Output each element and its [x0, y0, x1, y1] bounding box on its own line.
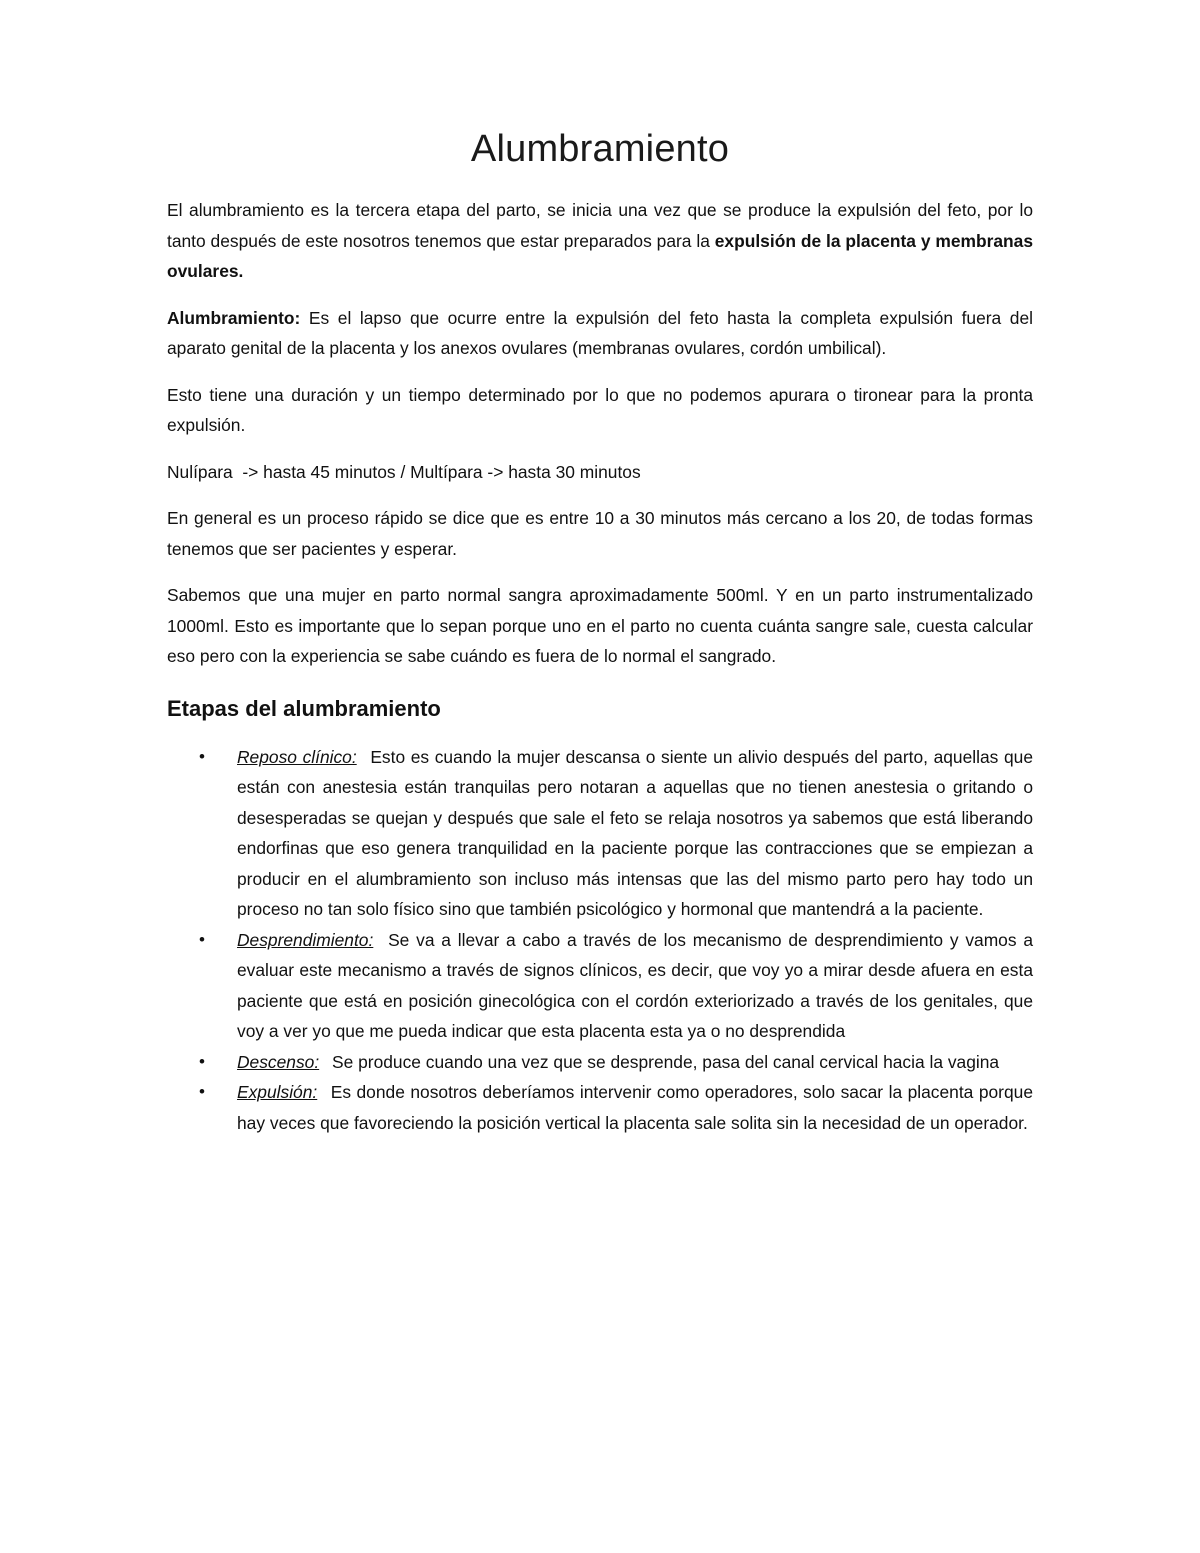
intro-text: El alumbramiento es la tercera etapa del parto, se inicia una vez que se produce la expulsión del feto, por lo tanto después de este nosotros tenemos que estar preparados para la: [167, 200, 1033, 251]
bullet-icon: •: [199, 1051, 205, 1071]
bullet-icon: •: [199, 746, 205, 766]
stage-text: Se va a llevar a cabo a través de los mecanismo de desprendimiento y vamos a evaluar este mecanismo a través de signos clínicos, es decir, que voy yo a mirar desde afuera en esta paciente que está en posición ginecológica con el cordón exteriorizado a través de los genitales, que voy a ver yo que me pueda indicar que esta placenta esta ya o no desprendida: [237, 929, 1033, 1041]
list-item: [167, 1047, 1033, 1078]
page-title: Alumbramiento: [470, 128, 730, 170]
bullet-icon: •: [199, 1082, 205, 1101]
general-paragraph: En general es un proceso rápido se dice que es entre 10 a 30 minutos más cercano a los 20, de todas formas tenemos que ser pacientes y esperar.: [167, 508, 1033, 559]
intro-paragraph: [167, 195, 1033, 287]
stages-list: [167, 742, 1033, 1139]
list-item: [167, 742, 1033, 925]
definition-label: Alumbramiento:: [167, 307, 301, 328]
definition-text: Es el lapso que ocurre entre la expulsión del feto hasta la completa expulsión fuera del aparato genital de la placenta y los anexos ovulares (membranas ovulares, cordón umbilical).: [167, 307, 1033, 358]
stage-term: Descenso:: [237, 1051, 320, 1072]
intro-bold: expulsión de la placenta y membranas ovulares.: [167, 230, 1034, 281]
definition-paragraph: [167, 303, 1033, 364]
stage-term: Expulsión:: [237, 1082, 318, 1102]
list-item: [167, 925, 1033, 1047]
bleeding-paragraph: Sabemos que una mujer en parto normal sangra aproximadamente 500ml. Y en un parto instrumentalizado 1000ml. Esto es importante que lo sepan porque uno en el parto no cuenta cuánta sangre sale, cuesta calcular eso pero con la experiencia se sabe cuándo es fuera de lo normal el sangrado.: [167, 585, 1033, 666]
stage-text: Esto es cuando la mujer descansa o siente un alivio después del parto, aquellas que están con anestesia están tranquilas pero notaran a aquellas que no tienen anestesia o gritando o desesperadas se quejan y después que sale el feto se relaja nosotros ya sabemos que está liberando endorfinas que eso genera tranquilidad en la paciente porque las contracciones que se empiezan a producir en el alumbramiento son incluso más intensas que las del mismo parto pero hay todo un proceso no tan solo físico sino que también psicológico y hormonal que mantendrá a la paciente.: [237, 746, 1034, 919]
duration-paragraph: Esto tiene una duración y un tiempo determinado por lo que no podemos apurara o tironear para la pronta expulsión.: [167, 384, 1033, 435]
document-page: [167, 128, 1033, 1138]
stage-term: Reposo clínico:: [237, 746, 357, 767]
section-heading: Etapas del alumbramiento: [167, 695, 441, 721]
times-paragraph: Nulípara -> hasta 45 minutos / Multípara -> hasta 30 minutos: [167, 461, 641, 482]
list-item: [167, 1077, 1033, 1138]
stage-text: Se produce cuando una vez que se desprende, pasa del canal cervical hacia la vagina: [327, 1051, 1000, 1072]
bullet-icon: •: [199, 929, 205, 949]
stage-text: Es donde nosotros deberíamos intervenir como operadores, solo sacar la placenta porque hay veces que favoreciendo la posición vertical la placenta sale solita sin la necesidad de un operador.: [237, 1082, 1033, 1133]
stage-term: Desprendimiento:: [237, 929, 374, 950]
